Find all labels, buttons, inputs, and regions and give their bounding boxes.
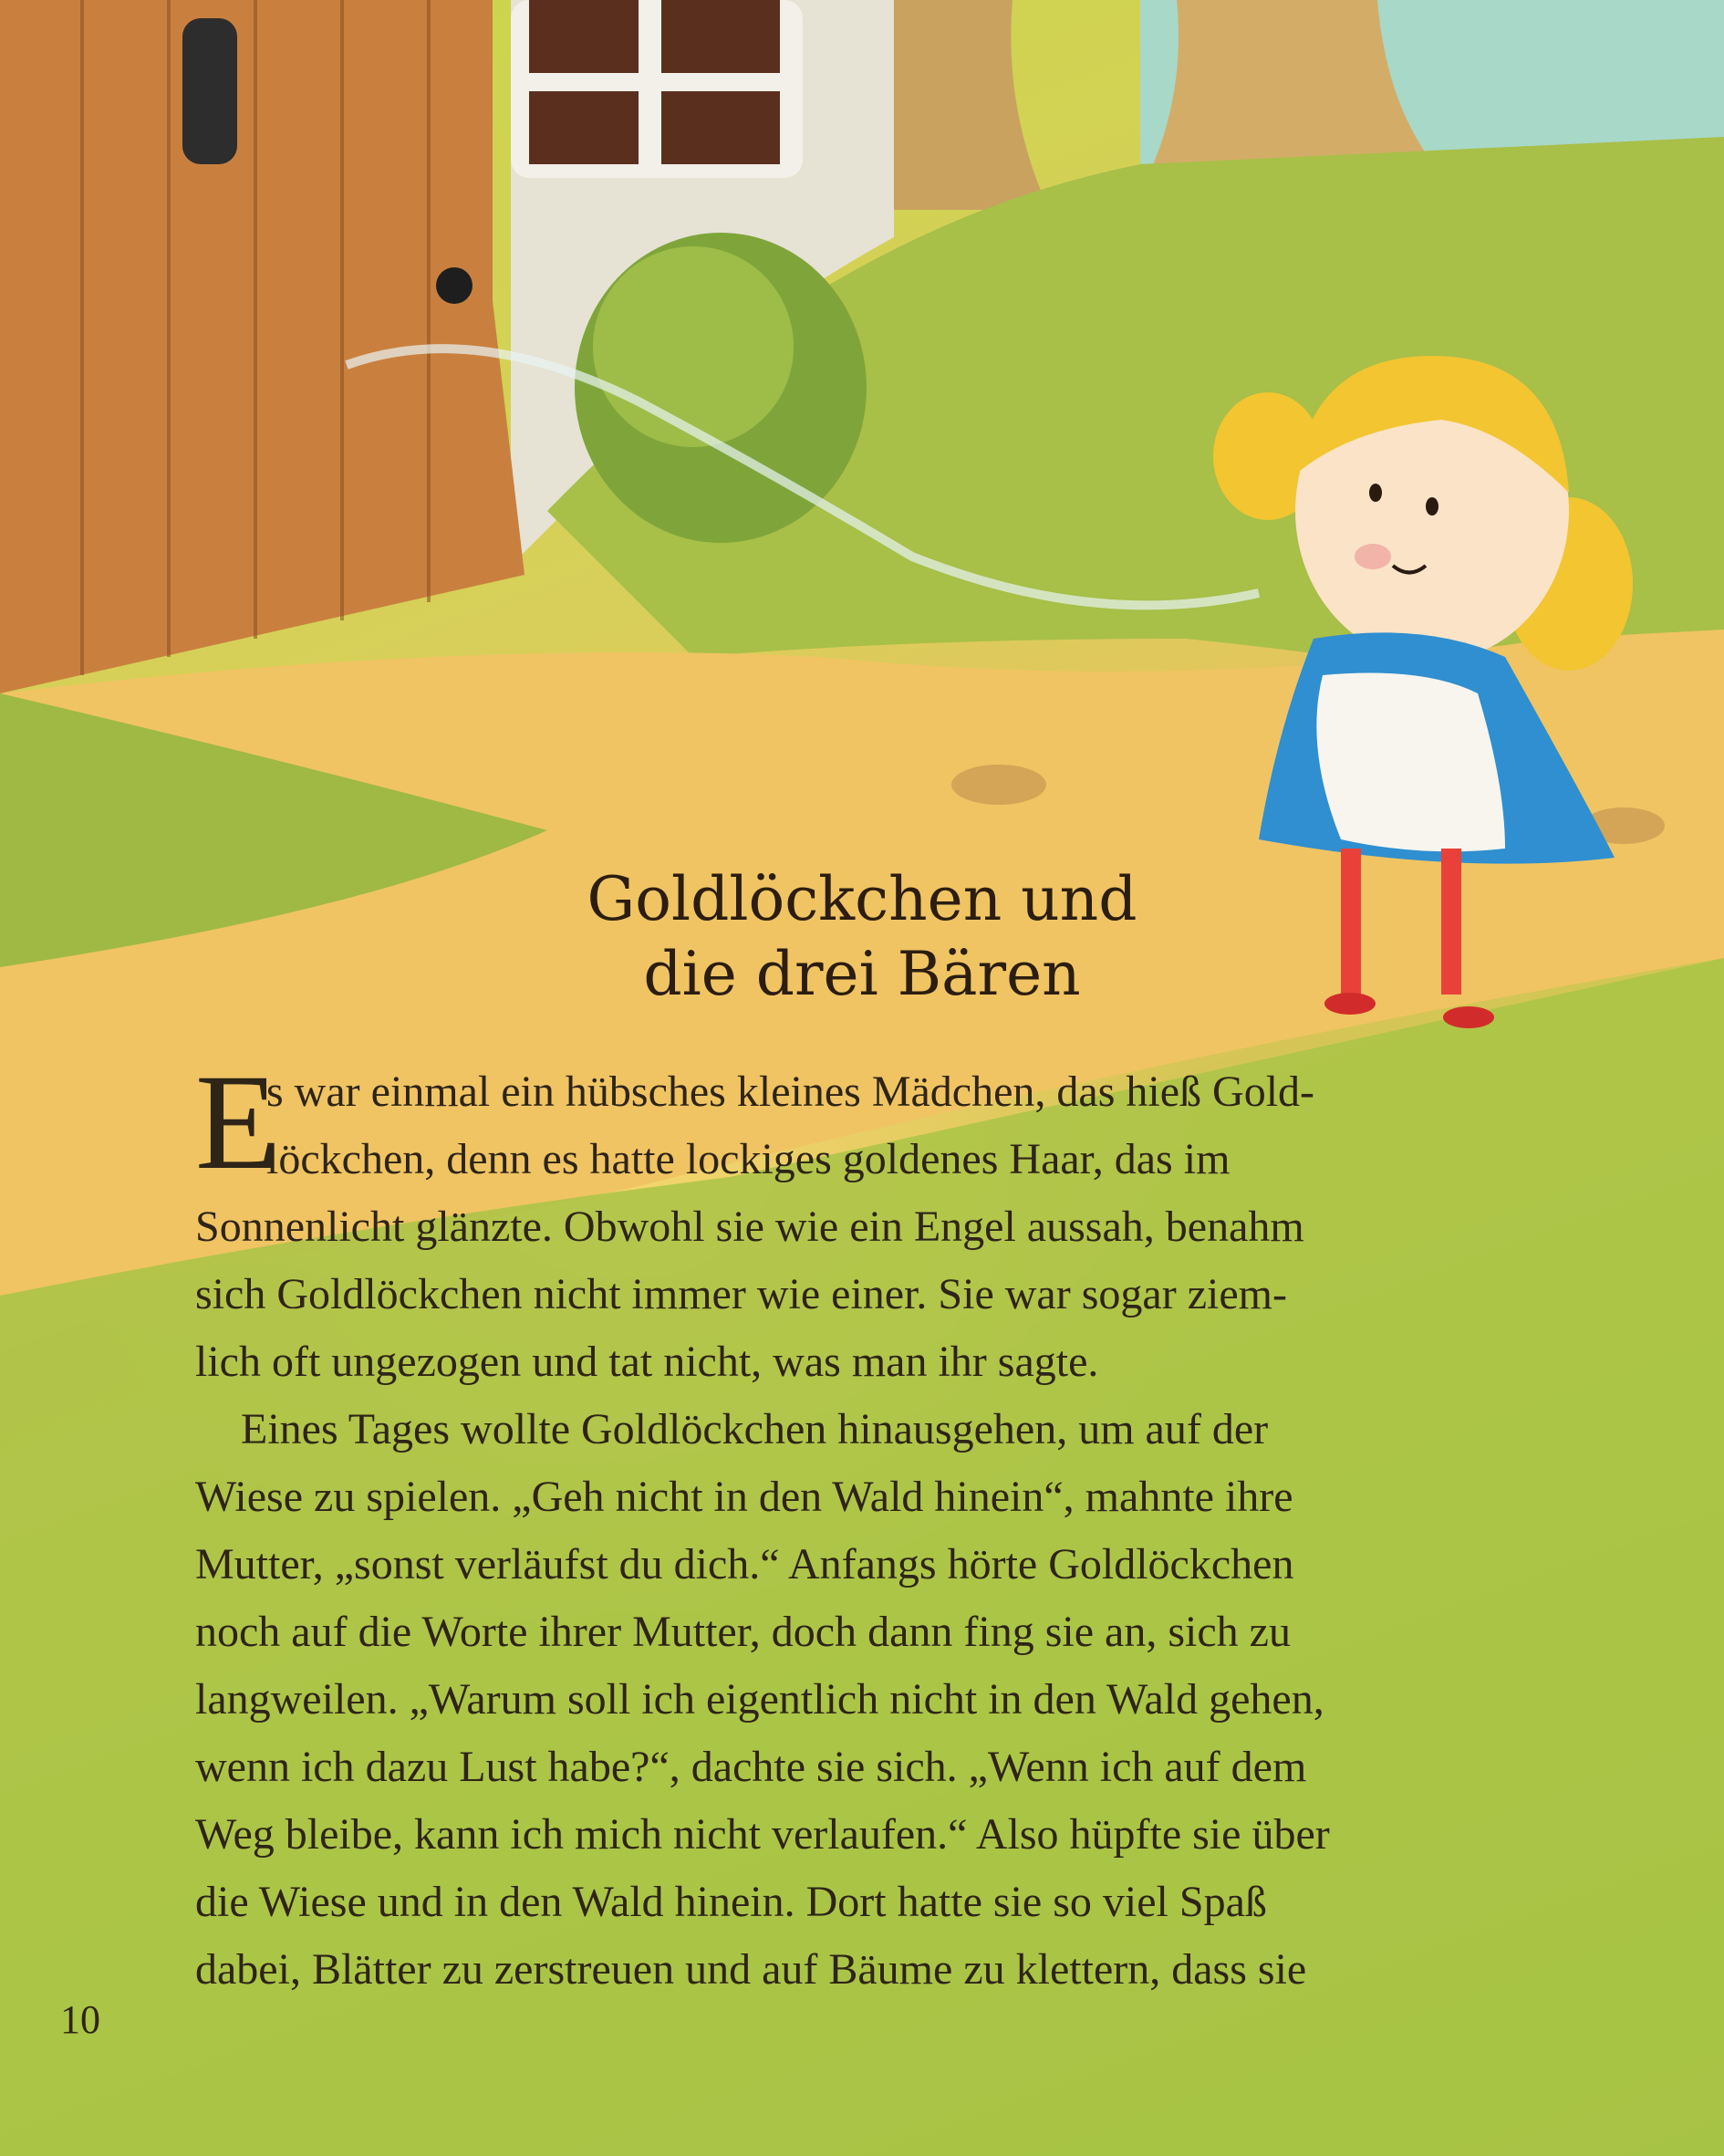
story-line: lich oft ungezogen und tat nicht, was man ihr sagte.	[195, 1338, 1099, 1386]
story-line: noch auf die Worte ihrer Mutter, doch dann fing sie an, sich zu	[195, 1608, 1291, 1656]
story-line: die Wiese und in den Wald hinein. Dort hatte sie so viel Spaß	[195, 1878, 1267, 1926]
door-latch	[182, 18, 237, 164]
story-title-line1: Goldlöckchen und	[587, 864, 1137, 934]
story-line: Mutter, „sonst verläufst du dich.“ Anfangs hörte Goldlöckchen	[195, 1540, 1294, 1588]
story-line: löckchen, denn es hatte lockiges goldenes Haar, das im	[266, 1135, 1231, 1183]
story-line: wenn ich dazu Lust habe?“, dachte sie sich. „Wenn ich auf dem	[195, 1743, 1307, 1791]
story-line: Weg bleibe, kann ich mich nicht verlaufen.“ Also hüpfte sie über	[195, 1810, 1330, 1859]
story-line: dabei, Blätter zu zerstreuen und auf Bäume zu klettern, dass sie	[195, 1945, 1307, 1994]
story-line: sich Goldlöckchen nicht immer wie einer. Sie war sogar ziem-	[195, 1270, 1287, 1318]
story-line: langweilen. „Warum soll ich eigentlich nicht in den Wald gehen,	[195, 1675, 1324, 1724]
story-title	[0, 862, 1724, 1012]
story-title-line2: die drei Bären	[643, 939, 1081, 1009]
drop-cap: E	[195, 1047, 279, 1198]
story-line: Wiese zu spielen. „Geh nicht in den Wald hinein“, mahnte ihre	[195, 1473, 1293, 1521]
story-line: s war einmal ein hübsches kleines Mädchen, das hieß Gold-	[266, 1068, 1315, 1116]
story-text	[195, 1058, 1536, 2004]
page-number: 10	[60, 1997, 100, 2042]
door-knob	[436, 267, 473, 304]
path-stone	[951, 765, 1046, 805]
story-line: Sonnenlicht glänzte. Obwohl sie wie ein Engel aussah, benahm	[195, 1203, 1304, 1251]
story-line: Eines Tages wollte Goldlöckchen hinausgehen, um auf der	[241, 1405, 1269, 1453]
